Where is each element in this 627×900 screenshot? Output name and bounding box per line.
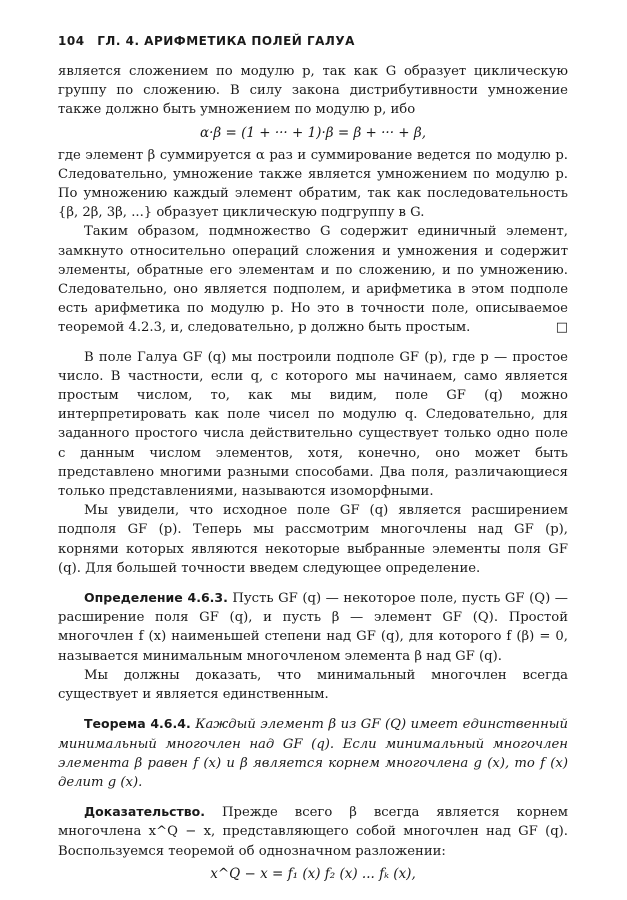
definition-text: Пусть GF (q) — некоторое поле, пусть GF (Q) — расширение поля GF (q), и пусть β — элемент GF (Q). Простой многочлен f (x) наименьшей степени над GF (q), для которого f (β) = 0, называется минимальным многочленом элемента β над GF (q). <box>58 591 568 664</box>
definition <box>58 588 568 666</box>
qed-mark: □ <box>555 320 568 336</box>
chapter-title: ГЛ. 4. АРИФМЕТИКА ПОЛЕЙ ГАЛУА <box>97 34 355 48</box>
paragraph-6: Мы должны доказать, что минимальный многочлен всегда существует и является единственным. <box>58 667 568 703</box>
gap <box>58 792 568 802</box>
definition-label: Определение 4.6.3. <box>84 590 228 606</box>
paragraph-1: является сложением по модулю p, так как G образует циклическую группу по сложению. В силу закона дистрибутивности умножение также должно быть умножением по модулю p, ибо <box>58 64 568 118</box>
theorem-label: Теорема 4.6.4. <box>84 716 191 732</box>
gap <box>58 704 568 714</box>
proof-label: Доказательство. <box>84 804 206 820</box>
proof-text: Прежде всего β всегда является корнем многочлена x^Q − x, представляющего собой многочлен над GF (q). Воспользуемся теоремой об однозначном разложении: <box>58 805 568 859</box>
paragraph-3 <box>58 222 568 337</box>
page-header <box>58 34 568 48</box>
formula-1: α·β = (1 + ··· + 1)·β = β + ··· + β, <box>199 124 427 141</box>
formula-2: x^Q − x = f₁ (x) f₂ (x) ... fₖ (x), <box>210 865 416 882</box>
paragraph-4: В поле Галуа GF (q) мы построили подполе GF (p), где p — простое число. В частности, если q, с которого мы начинаем, само является простым числом, то, как мы видим, поле GF (q) можно интерпретировать как поле чисел по модулю q. Следовательно, для заданного простого числа действительно существует только одно поле с данным числом элементов, хотя, конечно, оно может быть представлено многими разными способами. Два поля, различающиеся только представлениями, называются изоморфными. <box>58 349 568 500</box>
gap <box>58 578 568 588</box>
gap <box>58 338 568 348</box>
paragraph-5: Мы увидели, что исходное поле GF (q) является расширением подполя GF (p). Теперь мы рассмотрим многочлены над GF (p), корнями которых являются некоторые выбранные элементы поля GF (q). Для большей точности введем следующее определение. <box>58 503 568 576</box>
theorem <box>58 714 568 792</box>
paragraph-2: где элемент β суммируется α раз и суммирование ведется по модулю p. Следовательно, умножение также является умножением по модулю p. По умножению каждый элемент обратим, так как последовательность {β, 2β, 3β, ...} образует циклическую подгруппу в G. <box>58 147 568 221</box>
theorem-text: Каждый элемент β из GF (Q) имеет единственный минимальный многочлен над GF (q). Если минимальный многочлен элемента β равен f (x) и β является корнем многочлена g (x), то f (x) делит g (x). <box>58 717 568 790</box>
book-page <box>58 34 568 887</box>
paragraph-3-text: Таким образом, подмножество G содержит единичный элемент, замкнуто относительно операций сложения и умножения и содержит элементы, обратные его элементам и по сложению, и по умножению. Следовательно, оно является подполем, и арифметика в этом подполе есть арифметика по модулю p. Но это в точности поле, описываемое теоремой 4.2.3, и, следовательно, p должно быть простым. <box>58 224 568 336</box>
page-number: 104 <box>58 34 85 48</box>
proof <box>58 802 568 861</box>
